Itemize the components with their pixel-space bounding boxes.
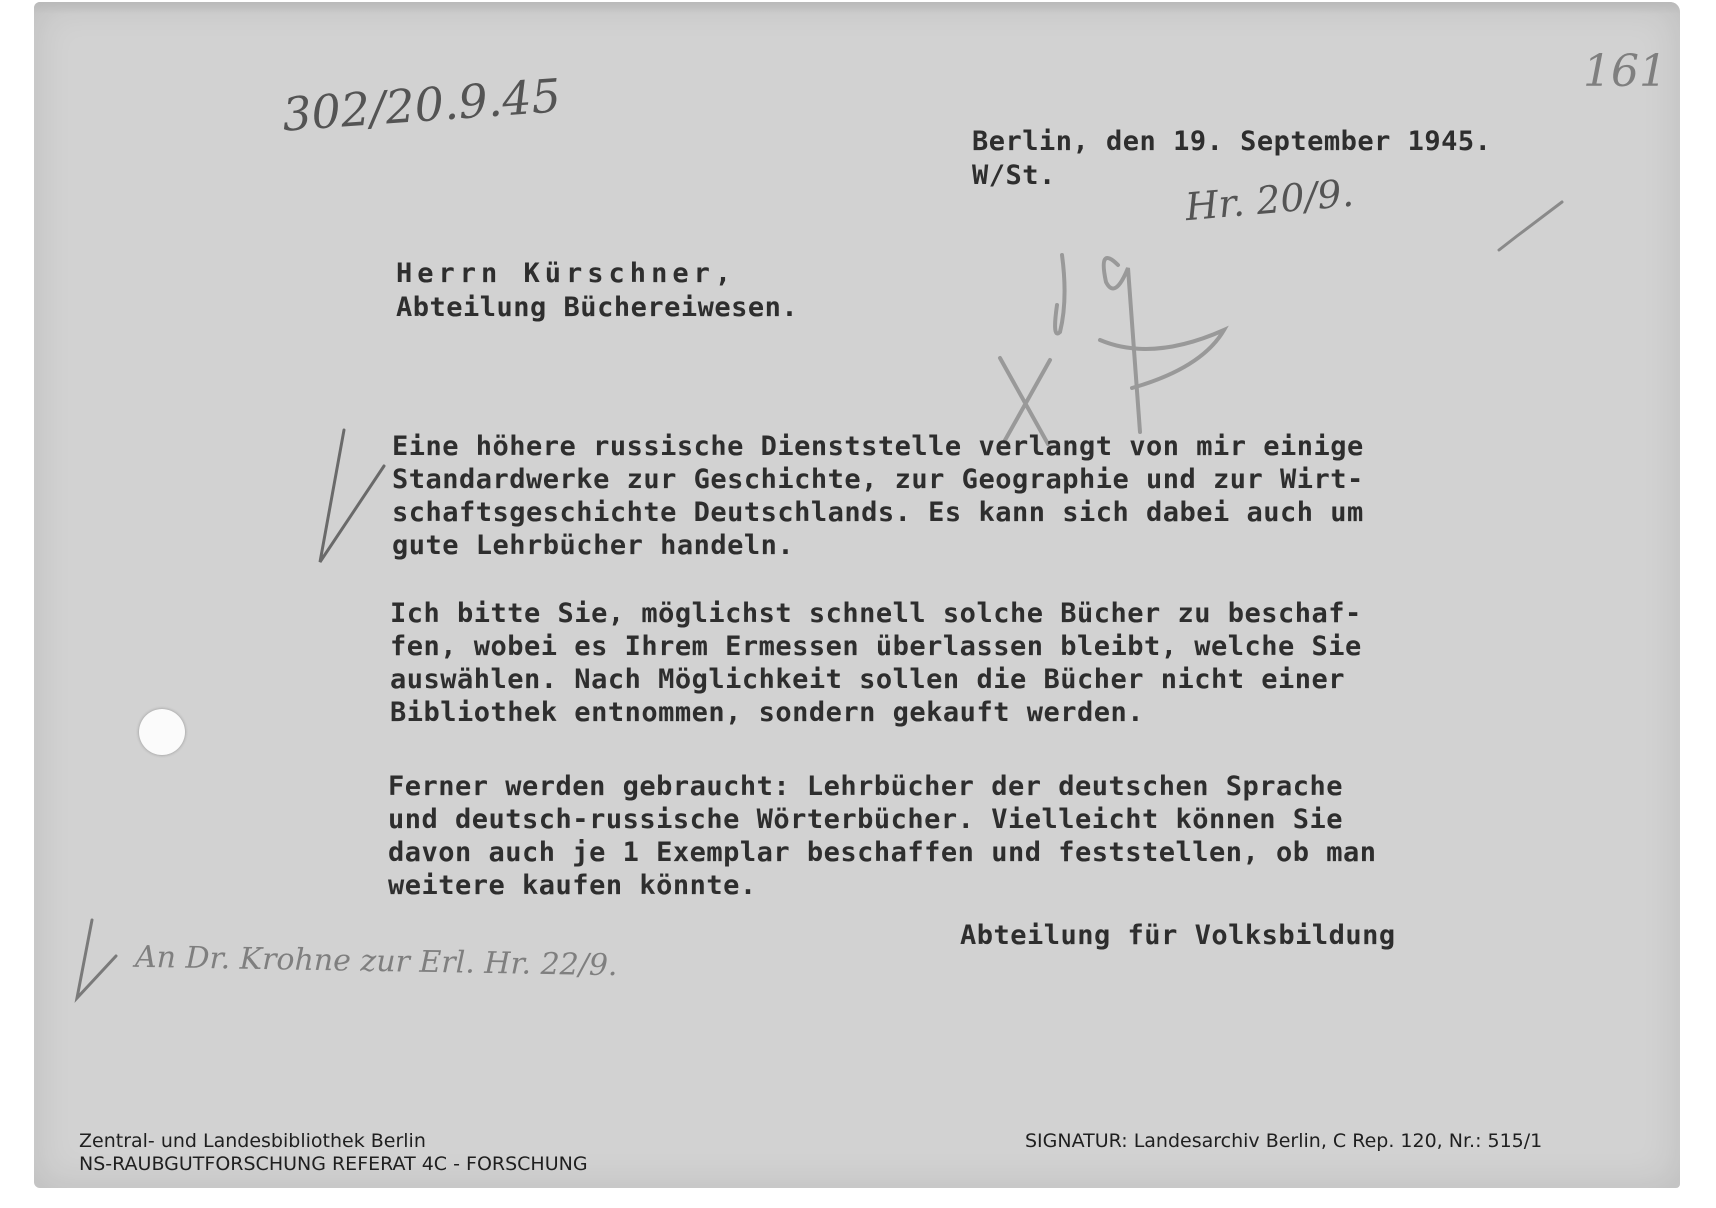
check-mark-side-note: [77, 920, 116, 998]
paragraph-line: schaftsgeschichte Deutschlands. Es kann sich dabei auch um: [392, 497, 1364, 528]
pencil-stroke-j: [1055, 255, 1064, 333]
journal-number-annotation: 302/20.9.45: [280, 68, 563, 142]
initial-date-annotation: Hr. 20/9.: [1183, 170, 1356, 230]
check-mark-paragraph-one: [320, 430, 384, 562]
paragraph-line: auswählen. Nach Möglichkeit sollen die Bücher nicht einer: [390, 664, 1346, 695]
paragraph-2: [390, 597, 1362, 729]
page-number-annotation: 161: [1583, 46, 1667, 97]
paragraph-line: Bibliothek entnommen, sondern gekauft werden.: [390, 697, 1144, 728]
reference-code: W/St.: [972, 160, 1056, 191]
footer-left: [79, 1130, 588, 1176]
paragraph-line: Eine höhere russische Dienststelle verlangt von mir einige: [392, 431, 1364, 462]
place-date: Berlin, den 19. September 1945.: [972, 126, 1492, 157]
recipient-department: Abteilung Büchereiwesen.: [396, 292, 799, 323]
pencil-stroke-flourish: [1100, 330, 1224, 388]
side-note-annotation: An Dr. Krohne zur Erl. Hr. 22/9.: [134, 939, 618, 984]
paragraph-3: [388, 770, 1377, 902]
paragraph-line: Ferner werden gebraucht: Lehrbücher der deutschen Sprache: [388, 771, 1344, 802]
paragraph-line: fen, wobei es Ihrem Ermessen überlassen bleibt, welche Sie: [390, 631, 1362, 662]
footer-institution: Zentral- und Landesbibliothek Berlin: [79, 1130, 426, 1152]
check-mark-top-right: [1499, 202, 1562, 250]
paragraph-line: gute Lehrbücher handeln.: [392, 530, 795, 561]
sender-signature: Abteilung für Volksbildung: [960, 920, 1396, 951]
paragraph-line: davon auch je 1 Exemplar beschaffen und feststellen, ob man: [388, 837, 1377, 868]
paragraph-line: weitere kaufen könnte.: [388, 870, 757, 901]
footer-signature-ref: SIGNATUR: Landesarchiv Berlin, C Rep. 120, Nr.: 515/1: [1025, 1130, 1543, 1152]
paragraph-line: Standardwerke zur Geschichte, zur Geographie und zur Wirt-: [392, 464, 1364, 495]
paragraph-line: und deutsch-russische Wörterbücher. Vielleicht können Sie: [388, 804, 1344, 835]
paragraph-line: Ich bitte Sie, möglichst schnell solche Bücher zu beschaf-: [390, 598, 1362, 629]
footer-department: NS-RAUBGUTFORSCHUNG REFERAT 4C - FORSCHUNG: [79, 1153, 588, 1175]
paragraph-1: [392, 430, 1364, 562]
recipient-name: Herrn Kürschner,: [396, 258, 737, 289]
